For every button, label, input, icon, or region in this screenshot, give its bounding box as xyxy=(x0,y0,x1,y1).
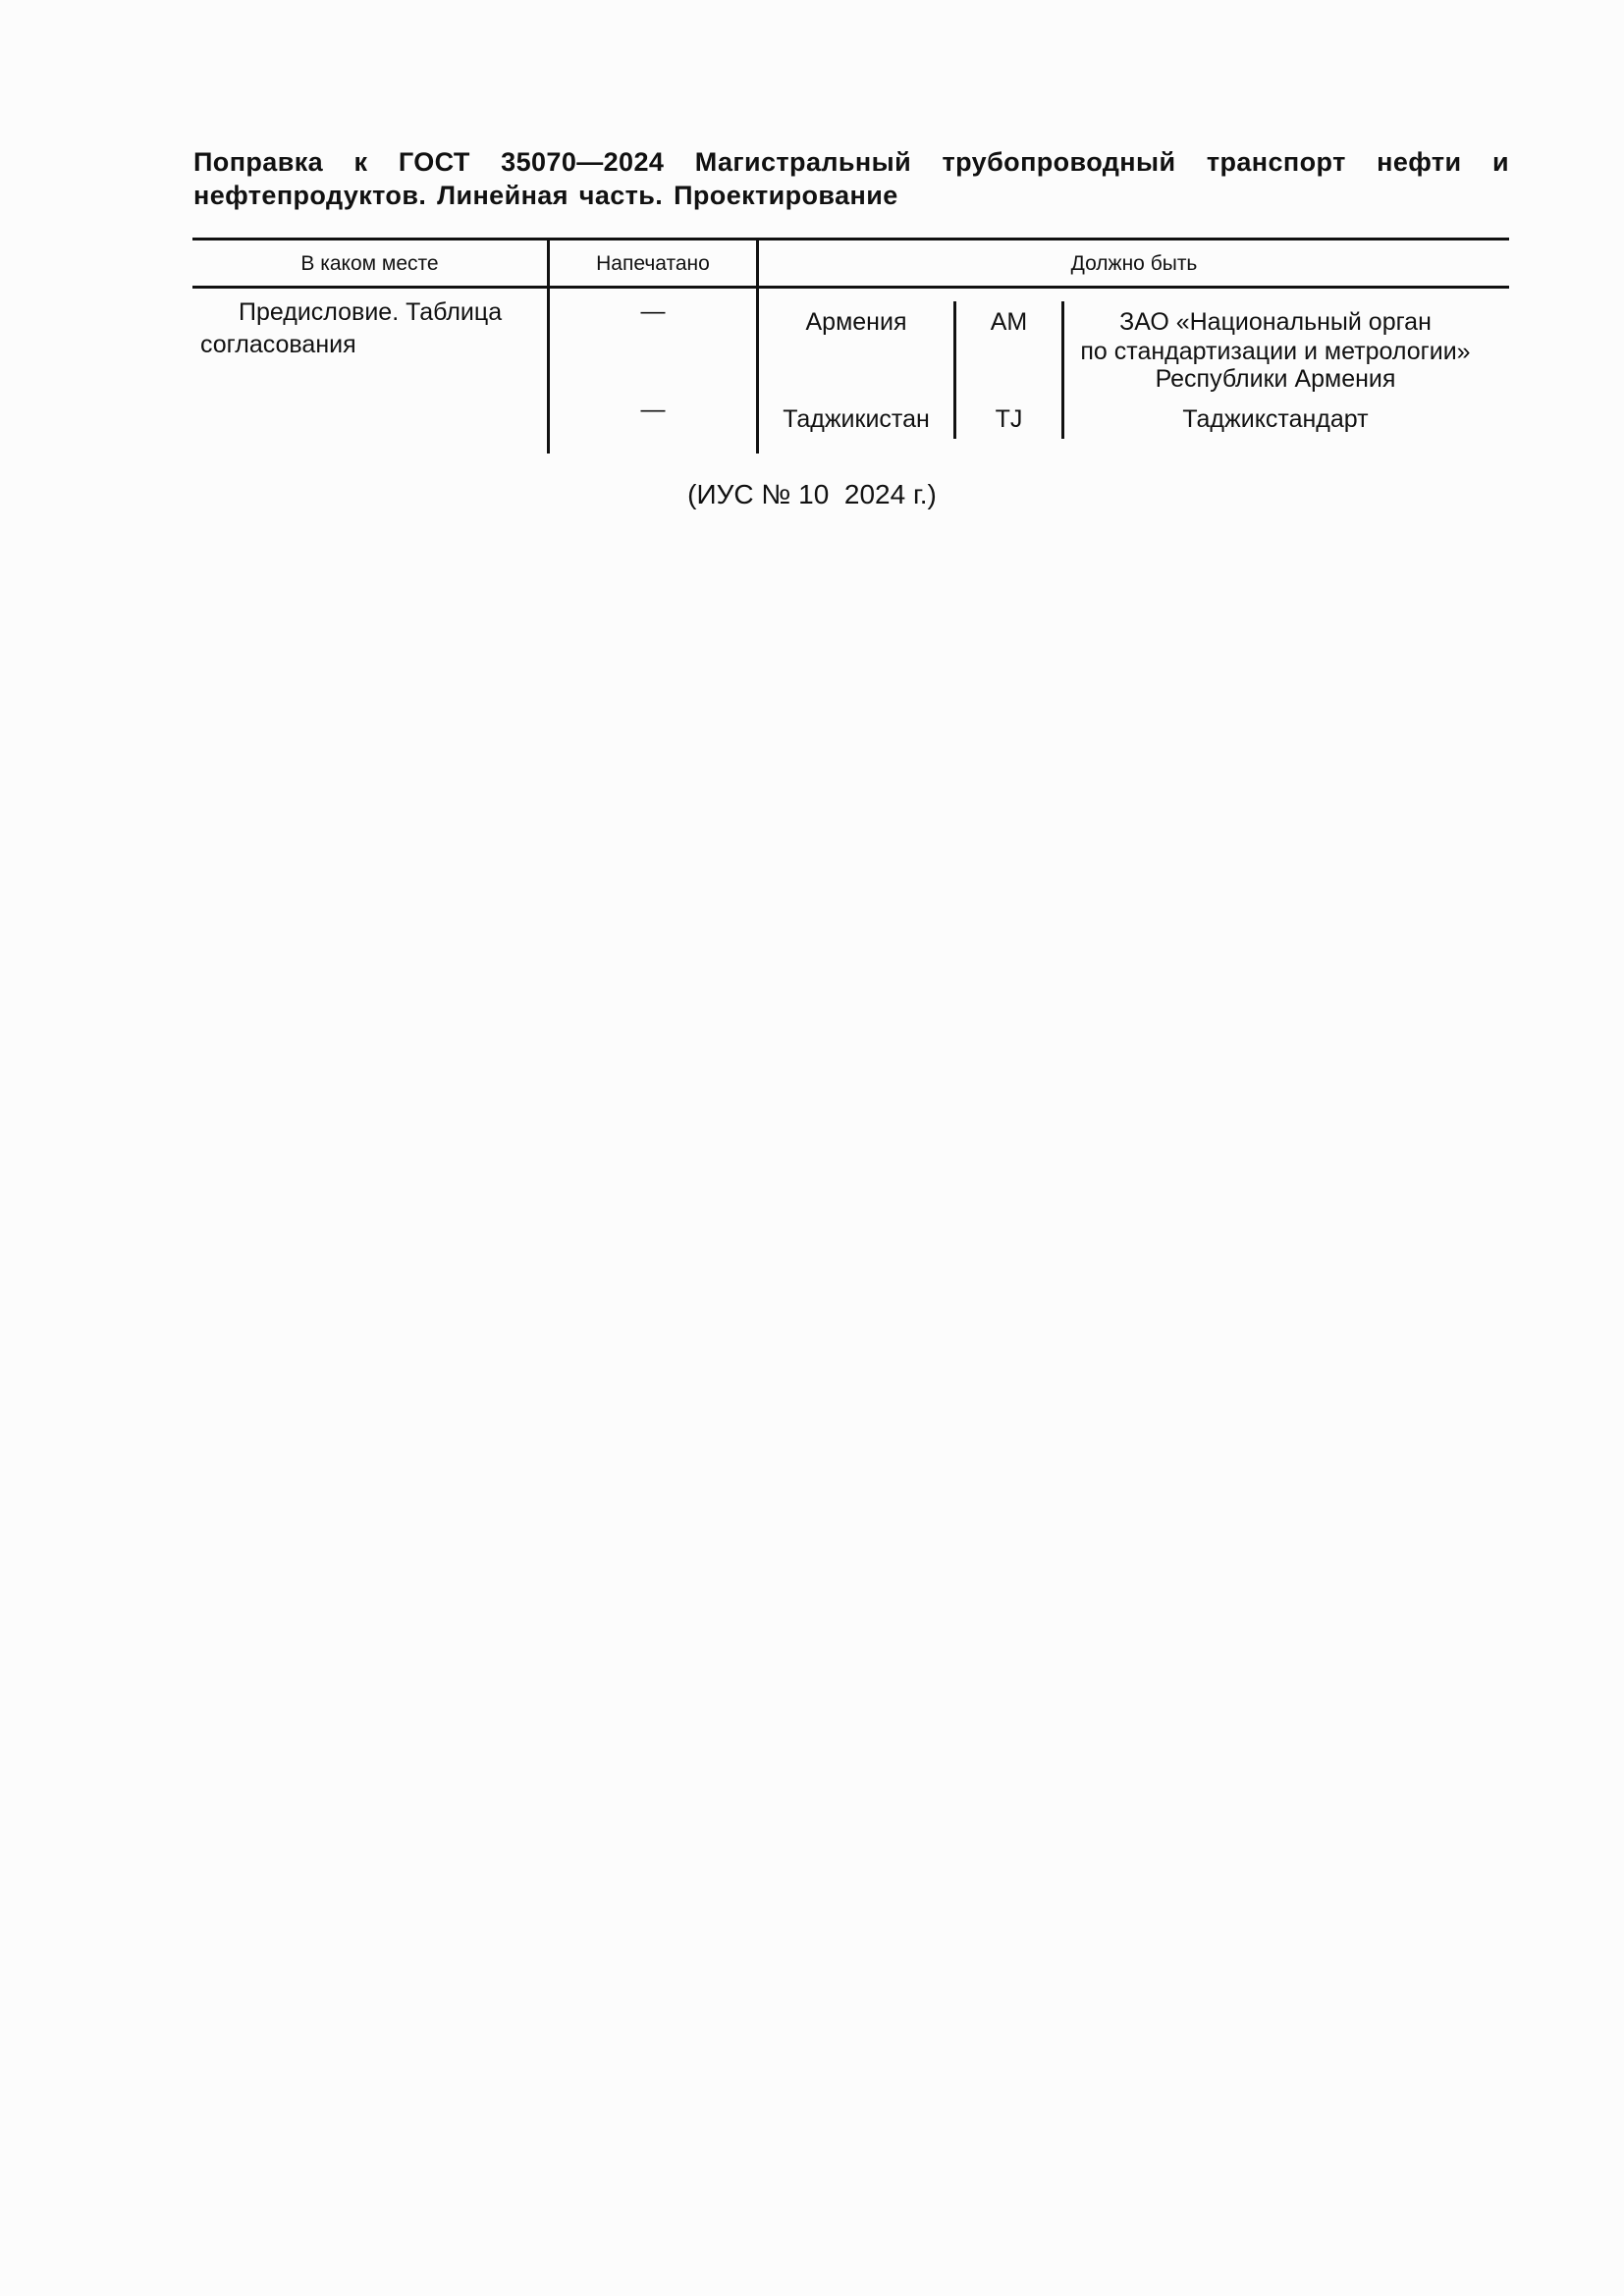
document-title-line-2: нефтепродуктов. Линейная часть. Проектирование xyxy=(193,181,898,210)
printed-dash-tajikistan: — xyxy=(640,396,666,423)
where-text-line-2: согласования xyxy=(200,331,356,358)
table-top-rule xyxy=(192,238,1509,240)
body-armenia-line-1: ЗАО «Национальный орган xyxy=(1119,308,1432,336)
header-should-be: Должно быть xyxy=(1070,252,1198,275)
header-printed: Напечатано xyxy=(596,252,710,275)
where-text-line-1: Предисловие. Таблица xyxy=(239,298,503,326)
body-armenia-line-2: по стандартизации и метрологии» xyxy=(1080,338,1471,365)
code-armenia: AM xyxy=(990,308,1028,336)
header-where: В каком месте xyxy=(300,252,439,275)
code-tajikistan: TJ xyxy=(995,405,1023,433)
country-tajikistan: Таджикистан xyxy=(783,405,930,433)
ius-reference: (ИУС № 10 2024 г.) xyxy=(687,479,937,509)
table-header-rule xyxy=(192,286,1509,289)
printed-dash-armenia: — xyxy=(640,297,666,325)
document-title xyxy=(193,145,1509,212)
body-tajikistan-line-1: Таджикстандарт xyxy=(1182,405,1369,433)
body-armenia-line-3: Республики Армения xyxy=(1155,365,1396,393)
document-title-line-1: Поправка к ГОСТ 35070—2024 Магистральный трубопроводный транспорт нефти и xyxy=(193,147,1509,177)
country-armenia: Армения xyxy=(805,308,907,336)
